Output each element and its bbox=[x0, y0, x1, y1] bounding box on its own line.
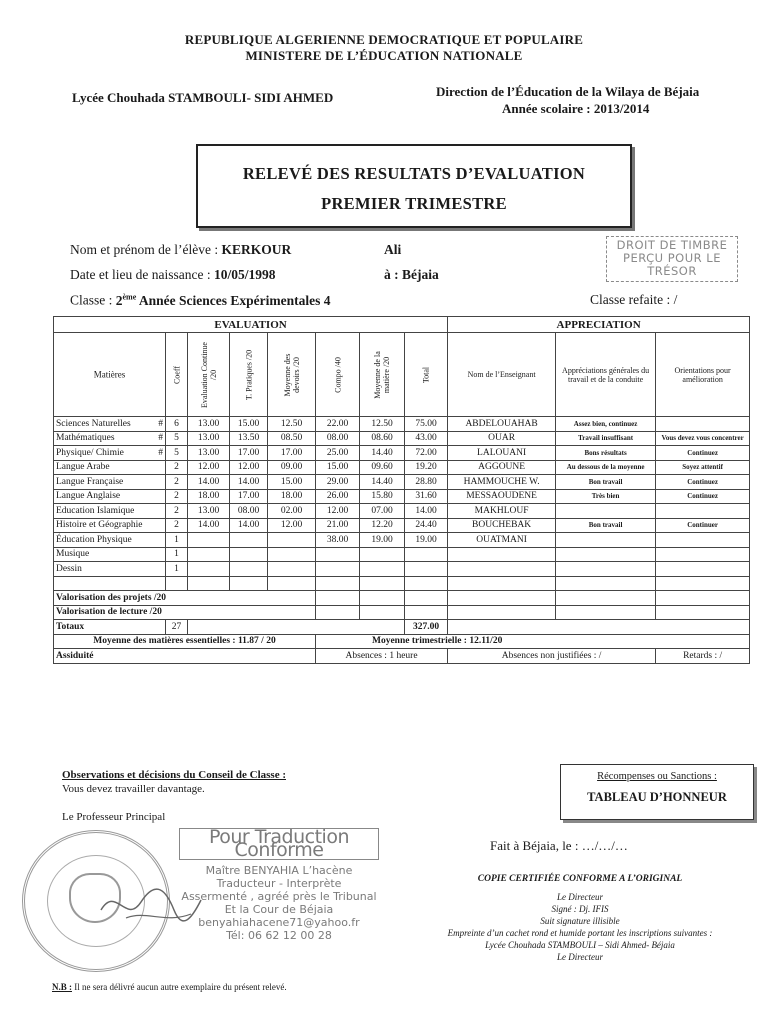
last-name: KERKOUR bbox=[221, 242, 292, 257]
nb-text: Il ne sera délivré aucun autre exemplaire du présent relevé. bbox=[72, 982, 287, 992]
absences: Absences : 1 heure bbox=[316, 649, 448, 664]
certifie-line-2: Signé : Dj. IFIS bbox=[551, 904, 609, 914]
subject-name bbox=[54, 417, 166, 432]
compo-value: 29.00 bbox=[316, 475, 360, 490]
table-row bbox=[54, 446, 750, 461]
certifie-line-5: Lycée Chouhada STAMBOULI – Sidi Ahmed- Béjaia bbox=[485, 940, 675, 950]
col-coeff: Coeff bbox=[166, 333, 188, 417]
class-sup: ème bbox=[122, 292, 137, 301]
coeff-value: 6 bbox=[166, 417, 188, 432]
total-value: 28.80 bbox=[405, 475, 448, 490]
essential-mark: # bbox=[158, 418, 163, 429]
table-row bbox=[54, 518, 750, 533]
appreciation-text: Au dessous de la moyenne bbox=[556, 460, 656, 475]
devoirs-value bbox=[268, 547, 316, 562]
compo-value: 38.00 bbox=[316, 533, 360, 548]
moyenne-essentielles: Moyenne des matières essentielles : 11.87 / 20 bbox=[54, 634, 316, 649]
col-enseignant: Nom de l’Enseignant bbox=[448, 333, 556, 417]
coeff-value: 2 bbox=[166, 504, 188, 519]
school-year: Année scolaire : 2013/2014 bbox=[502, 101, 650, 116]
tp-value: 08.00 bbox=[230, 504, 268, 519]
coeff-value: 2 bbox=[166, 460, 188, 475]
devoirs-value bbox=[268, 562, 316, 577]
recompenses-title: Récompenses ou Sanctions : bbox=[597, 771, 717, 782]
devoirs-value bbox=[268, 533, 316, 548]
orientation-text bbox=[656, 547, 750, 562]
total-value: 14.00 bbox=[405, 504, 448, 519]
totaux-label: Totaux bbox=[54, 620, 166, 635]
subject-label: Mathématiques bbox=[56, 433, 115, 444]
tp-value: 15.00 bbox=[230, 417, 268, 432]
subject-name bbox=[54, 460, 166, 475]
stamp-line-2: PERÇU POUR LE bbox=[623, 251, 721, 265]
teacher-name: AGGOUNE bbox=[448, 460, 556, 475]
total-value: 19.20 bbox=[405, 460, 448, 475]
certifie-line-4: Empreinte d’un cachet rond et humide portant les inscriptions suivantes : bbox=[447, 928, 713, 938]
devoirs-value: 02.00 bbox=[268, 504, 316, 519]
orientation-text: Continuer bbox=[656, 518, 750, 533]
teacher-name: LALOUANI bbox=[448, 446, 556, 461]
total-value: 75.00 bbox=[405, 417, 448, 432]
certifie-line-1: Le Directeur bbox=[557, 892, 603, 902]
valo-projets: Valorisation des projets /20 bbox=[54, 591, 316, 606]
appreciation-text: Bon travail bbox=[556, 475, 656, 490]
fait-a: Fait à Béjaia, le : …/…/… bbox=[490, 838, 628, 853]
devoirs-value: 15.00 bbox=[268, 475, 316, 490]
first-name: Ali bbox=[384, 242, 402, 257]
col-compo: Compo /40 bbox=[316, 333, 360, 417]
col-matieres: Matières bbox=[54, 333, 166, 417]
traduction-line-1: Maître BENYAHIA L’hacène bbox=[205, 864, 353, 877]
name-row bbox=[70, 242, 291, 258]
col-appreciation: Appréciations générales du travail et de la conduite bbox=[556, 333, 656, 417]
birth-row bbox=[70, 267, 275, 283]
subject-name bbox=[54, 504, 166, 519]
compo-value: 12.00 bbox=[316, 504, 360, 519]
orientation-text: Soyez attentif bbox=[656, 460, 750, 475]
title-box bbox=[196, 144, 632, 228]
traduction-tel: Tél: 06 62 12 00 28 bbox=[226, 929, 332, 942]
direction: Direction de l’Éducation de la Wilaya de Béjaia bbox=[436, 84, 700, 99]
recompenses-box bbox=[560, 764, 754, 820]
coeff-value: 2 bbox=[166, 475, 188, 490]
class-label: Classe : bbox=[70, 292, 113, 308]
subject-label: Histoire et Géographie bbox=[56, 520, 143, 531]
moyenne-value: 07.00 bbox=[360, 504, 405, 519]
subject-name bbox=[54, 562, 166, 577]
moyenne-value: 15.80 bbox=[360, 489, 405, 504]
subject-label: Langue Française bbox=[56, 476, 124, 487]
appreciation-text bbox=[556, 504, 656, 519]
table-row bbox=[54, 547, 750, 562]
tp-value: 12.00 bbox=[230, 460, 268, 475]
orientation-text: Continuez bbox=[656, 489, 750, 504]
devoirs-value: 12.50 bbox=[268, 417, 316, 432]
assiduite-label: Assiduité bbox=[54, 649, 316, 664]
conseil-text: Vous devez travailler davantage. bbox=[62, 783, 205, 795]
table-row bbox=[54, 562, 750, 577]
teacher-name bbox=[448, 547, 556, 562]
refaite-label: Classe refaite : bbox=[590, 292, 671, 307]
coeff-value: 1 bbox=[166, 547, 188, 562]
tp-value: 17.00 bbox=[230, 489, 268, 504]
eval-value bbox=[188, 533, 230, 548]
evaluation-header: EVALUATION bbox=[54, 317, 448, 333]
traduction-email: benyahiahacene71@yahoo.fr bbox=[198, 916, 360, 929]
eval-value: 13.00 bbox=[188, 431, 230, 446]
birth-label: Date et lieu de naissance : bbox=[70, 267, 211, 282]
devoirs-value: 08.50 bbox=[268, 431, 316, 446]
certifie-line-3: Suit signature illisible bbox=[540, 916, 620, 926]
moyenne-value: 09.60 bbox=[360, 460, 405, 475]
table-row bbox=[54, 417, 750, 432]
teacher-name: ABDELOUAHAB bbox=[448, 417, 556, 432]
compo-value: 15.00 bbox=[316, 460, 360, 475]
compo-value bbox=[316, 547, 360, 562]
devoirs-value: 18.00 bbox=[268, 489, 316, 504]
col-total: Total bbox=[405, 333, 448, 417]
subject-label: Education Islamique bbox=[56, 505, 135, 516]
coeff-value: 5 bbox=[166, 431, 188, 446]
table-row bbox=[54, 489, 750, 504]
orientation-text bbox=[656, 504, 750, 519]
tp-value bbox=[230, 562, 268, 577]
moyenne-value: 12.20 bbox=[360, 518, 405, 533]
moyenne-value bbox=[360, 562, 405, 577]
appreciation-text: Bons résultats bbox=[556, 446, 656, 461]
school-name: Lycée Chouhada STAMBOULI- SIDI AHMED bbox=[72, 90, 334, 105]
col-tp: T. Pratiques /20 bbox=[230, 333, 268, 417]
professeur-principal: Le Professeur Principal bbox=[62, 811, 166, 823]
subject-name bbox=[54, 547, 166, 562]
table-row bbox=[54, 533, 750, 548]
eval-value: 13.00 bbox=[188, 417, 230, 432]
eval-value: 13.00 bbox=[188, 504, 230, 519]
eval-value bbox=[188, 547, 230, 562]
class-name: Année Sciences Expérimentales 4 bbox=[138, 292, 331, 308]
total-value: 24.40 bbox=[405, 518, 448, 533]
orientation-text bbox=[656, 533, 750, 548]
subject-label: Langue Arabe bbox=[56, 462, 110, 473]
moyenne-value: 08.60 bbox=[360, 431, 405, 446]
tp-value: 14.00 bbox=[230, 518, 268, 533]
essential-mark: # bbox=[158, 447, 163, 458]
devoirs-value: 17.00 bbox=[268, 446, 316, 461]
total-value bbox=[405, 547, 448, 562]
compo-value bbox=[316, 562, 360, 577]
orientation-text: Continuez bbox=[656, 446, 750, 461]
orientation-text bbox=[656, 562, 750, 577]
eval-value: 12.00 bbox=[188, 460, 230, 475]
devoirs-value: 12.00 bbox=[268, 518, 316, 533]
nota-bene bbox=[52, 982, 287, 992]
compo-value: 08.00 bbox=[316, 431, 360, 446]
birth-date: 10/05/1998 bbox=[213, 267, 276, 282]
title-line-1: RELEVÉ DES RESULTATS D’EVALUATION bbox=[242, 164, 586, 183]
table-row bbox=[54, 475, 750, 490]
appreciation-text: Très bien bbox=[556, 489, 656, 504]
teacher-name: HAMMOUCHE W. bbox=[448, 475, 556, 490]
orientation-text: Continuez bbox=[656, 475, 750, 490]
appreciation-text bbox=[556, 547, 656, 562]
total-value bbox=[405, 562, 448, 577]
moyenne-trimestrielle: Moyenne trimestrielle : 12.11/20 bbox=[316, 634, 750, 649]
eval-value: 14.00 bbox=[188, 475, 230, 490]
moyenne-value: 14.40 bbox=[360, 475, 405, 490]
table-row bbox=[54, 460, 750, 475]
moyenne-value: 19.00 bbox=[360, 533, 405, 548]
col-moy: Moyenne de la matière /20 bbox=[360, 333, 405, 417]
traduction-title: Pour Traduction Conforme bbox=[179, 828, 379, 860]
tp-value bbox=[230, 547, 268, 562]
totaux-coeff: 27 bbox=[166, 620, 188, 635]
subject-label: Musique bbox=[56, 549, 90, 560]
subject-name bbox=[54, 431, 166, 446]
appreciation-text: Assez bien, continuez bbox=[556, 417, 656, 432]
class-row bbox=[70, 292, 331, 309]
total-value: 72.00 bbox=[405, 446, 448, 461]
moyenne-value: 14.40 bbox=[360, 446, 405, 461]
subject-label: Éducation Physique bbox=[56, 534, 132, 545]
tp-value bbox=[230, 533, 268, 548]
appreciation-text bbox=[556, 533, 656, 548]
tp-value: 17.00 bbox=[230, 446, 268, 461]
subject-name bbox=[54, 446, 166, 461]
moyenne-value: 12.50 bbox=[360, 417, 405, 432]
table-row bbox=[54, 431, 750, 446]
devoirs-value: 09.00 bbox=[268, 460, 316, 475]
tp-value: 13.50 bbox=[230, 431, 268, 446]
class-number: 2 bbox=[115, 292, 123, 308]
title-line-2: PREMIER TRIMESTRE bbox=[321, 194, 507, 213]
compo-value: 26.00 bbox=[316, 489, 360, 504]
coeff-value: 5 bbox=[166, 446, 188, 461]
absences-non-justifiees: Absences non justifiées : / bbox=[448, 649, 656, 664]
total-value: 31.60 bbox=[405, 489, 448, 504]
tp-value: 14.00 bbox=[230, 475, 268, 490]
total-value: 19.00 bbox=[405, 533, 448, 548]
refaite-row bbox=[590, 292, 677, 308]
teacher-name: OUAR bbox=[448, 431, 556, 446]
valo-lecture: Valorisation de lecture /20 bbox=[54, 605, 316, 620]
subject-name bbox=[54, 489, 166, 504]
orientation-text bbox=[656, 417, 750, 432]
stamp-line-1: DROIT DE TIMBRE bbox=[616, 238, 728, 252]
appreciation-text: Travail insuffisant bbox=[556, 431, 656, 446]
coeff-value: 2 bbox=[166, 518, 188, 533]
coeff-value: 1 bbox=[166, 533, 188, 548]
subject-label: Dessin bbox=[56, 563, 82, 574]
birth-place: à : Béjaia bbox=[384, 267, 439, 282]
header-line-1: REPUBLIQUE ALGERIENNE DEMOCRATIQUE ET POPULAIRE bbox=[184, 32, 584, 47]
eval-value: 13.00 bbox=[188, 446, 230, 461]
name-label: Nom et prénom de l’élève : bbox=[70, 242, 219, 257]
subject-label: Sciences Naturelles bbox=[56, 418, 131, 429]
subject-label: Physique/ Chimie bbox=[56, 447, 124, 458]
appreciation-text: Bon travail bbox=[556, 518, 656, 533]
appreciation-text bbox=[556, 562, 656, 577]
teacher-name: BOUCHEBAK bbox=[448, 518, 556, 533]
compo-value: 22.00 bbox=[316, 417, 360, 432]
eval-value: 18.00 bbox=[188, 489, 230, 504]
coeff-value: 1 bbox=[166, 562, 188, 577]
traduction-stamp bbox=[176, 828, 382, 974]
refaite-value: / bbox=[673, 292, 678, 307]
recompenses-value: TABLEAU D’HONNEUR bbox=[587, 790, 727, 804]
teacher-name: OUATMANI bbox=[448, 533, 556, 548]
grades-table bbox=[53, 316, 750, 664]
orientation-text: Vous devez vous concentrer bbox=[656, 431, 750, 446]
eval-value bbox=[188, 562, 230, 577]
compo-value: 25.00 bbox=[316, 446, 360, 461]
subject-label: Langue Anglaise bbox=[56, 491, 121, 502]
subject-name bbox=[54, 533, 166, 548]
essential-mark: # bbox=[158, 433, 163, 444]
eval-value: 14.00 bbox=[188, 518, 230, 533]
subject-name bbox=[54, 518, 166, 533]
col-eval: Evaluation Continue /20 bbox=[188, 333, 230, 417]
total-value: 43.00 bbox=[405, 431, 448, 446]
nb-label: N.B : bbox=[52, 982, 72, 992]
conseil-title: Observations et décisions du Conseil de Classe : bbox=[62, 769, 286, 781]
retards: Retards : / bbox=[656, 649, 750, 664]
moyenne-value bbox=[360, 547, 405, 562]
table-row bbox=[54, 504, 750, 519]
teacher-name: MAKHLOUF bbox=[448, 504, 556, 519]
teacher-name bbox=[448, 562, 556, 577]
subject-name bbox=[54, 475, 166, 490]
stamp-line-3: TRÉSOR bbox=[647, 264, 697, 278]
appreciation-header: APPRECIATION bbox=[448, 317, 750, 333]
compo-value: 21.00 bbox=[316, 518, 360, 533]
col-devoirs: Moyenne des devoirs /20 bbox=[268, 333, 316, 417]
totaux-total: 327.00 bbox=[405, 620, 448, 635]
traduction-line-3: Assermenté , agréé près le Tribunal bbox=[181, 890, 377, 903]
col-orientation: Orientations pour amélioration bbox=[656, 333, 750, 417]
traduction-line-2: Traducteur - Interprète bbox=[216, 877, 342, 890]
certifie-line-6: Le Directeur bbox=[557, 952, 603, 962]
teacher-name: MESSAOUDENE bbox=[448, 489, 556, 504]
coeff-value: 2 bbox=[166, 489, 188, 504]
certifie-title: COPIE CERTIFIÉE CONFORME A L’ORIGINAL bbox=[477, 874, 683, 884]
header-line-2: MINISTERE DE L’ÉDUCATION NATIONALE bbox=[245, 48, 523, 63]
tax-stamp bbox=[606, 236, 738, 282]
traduction-line-4: Et la Cour de Béjaia bbox=[224, 903, 334, 916]
